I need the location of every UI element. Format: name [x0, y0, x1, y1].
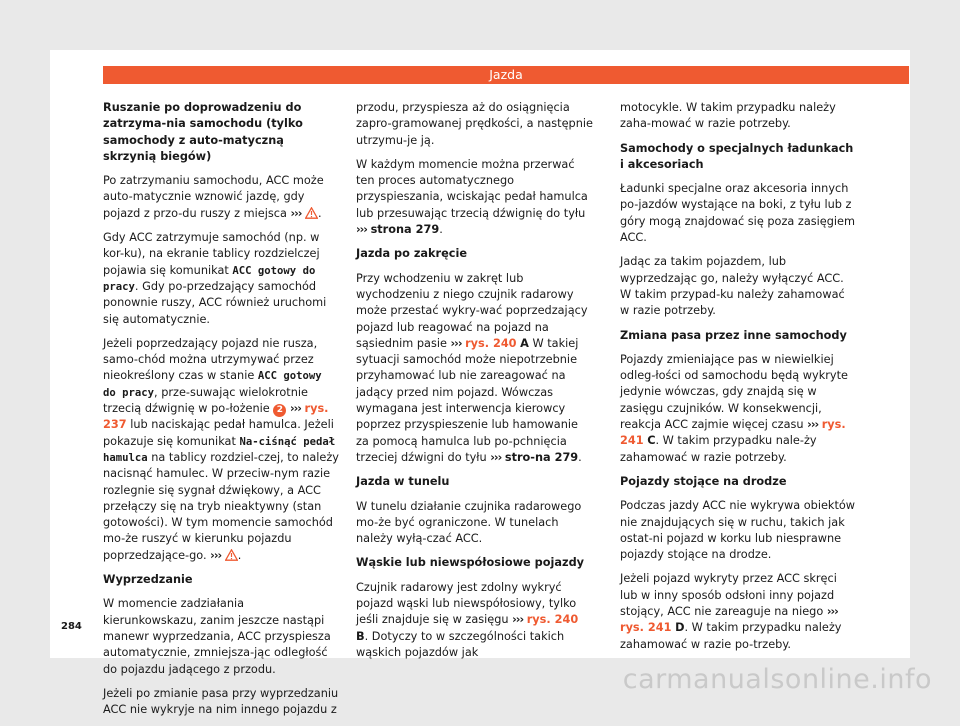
text: Jeżeli pojazd wykryty przez ACC skręci lub w inny sposób odsłoni inny pojazd stojący, ACC nie zareaguje na niego	[620, 572, 837, 619]
text: Czujnik radarowy jest zdolny wykryć pojazd wąski lub niewspółosiowy, tylko jeśli znajduje się w zasięgu	[356, 580, 577, 627]
paragraph: Jadąc za takim pojazdem, lub wyprzedzając go, należy wyłączyć ACC. W takim przypad-ku należy zahamować w razie potrzeby.	[620, 255, 845, 318]
position-number-badge: 2	[273, 404, 286, 417]
paragraph: W momencie zadziałania kierunkowskazu, zanim jeszcze nastąpi manewr wyprzedzania, ACC przyspiesza automatycznie, zmniejsza-jąc odległość do pojazdu jadącego z przodu.	[103, 597, 331, 676]
arrow-marker: ›››	[289, 402, 301, 416]
text: . W takim przypadku nale-ży zahamować w razie potrzeby.	[620, 434, 817, 464]
arrow-marker: ›››	[290, 206, 302, 220]
text: lub naciskając pedał hamulca. Jeżeli pokazuje się komunikat	[103, 418, 334, 448]
arrow-marker: ›››	[512, 613, 524, 627]
text: Po zatrzymaniu samochodu, ACC może auto-matycznie wznowić jazdę, gdy pojazd z przo-du ruszy z miejsca	[103, 174, 324, 220]
page-number: 284	[61, 621, 82, 632]
paragraph: Jeżeli po zmianie pasa przy wyprzedzaniu ACC nie wykryje na nim innego pojazdu z	[103, 686, 339, 717]
figure-part-letter: A	[520, 336, 529, 350]
text: . W takim przypadku należy zahamować w razie po-trzeby.	[620, 621, 842, 651]
heading-pojazdy-stojace: Pojazdy stojące na drodze	[620, 474, 787, 488]
heading-jazda-po-zakrecie: Jazda po zakręcie	[356, 247, 467, 261]
heading-wyprzedzanie: Wyprzedzanie	[103, 573, 193, 587]
warning-triangle-icon	[305, 207, 318, 219]
heading-ladunki-specjalne: Samochody o specjalnych ładunkach i akcesoriach	[620, 141, 854, 171]
heading-zmiana-pasa: Zmiana pasa przez inne samochody	[620, 328, 847, 342]
heading-waskie-pojazdy: Wąskie lub niewspółosiowe pojazdy	[356, 556, 585, 570]
paragraph: Przy wchodzeniu w zakręt lub wychodzeniu z niego czujnik radarowy może przestać wykry-wać poprzedzający pojazd lub reagować na pojazd na sąsiednim pasie ››› rys. 240 A W takiej sytuacji samochód może niepotrzebnie przyhamować lub nie zareagować na jadący przed nim pojazd. Wówczas wymagana jest interwencja kierowcy poprzez przyspieszenie lub hamowanie za pomocą hamulca lub po-pchnięcia trzeciej dźwigni do tyłu ››› stro-na 279.	[356, 271, 588, 464]
watermark: carmanualsonline.info	[622, 664, 932, 695]
paragraph: W każdym momencie można przerwać ten proces automatycznego przyspieszania, wciskając pedał hamulca lub przesuwając trzecią dźwignię do tyłu ››› strona 279.	[356, 157, 588, 237]
paragraph: Podczas jazdy ACC nie wykrywa obiektów nie znajdujących się w ruchu, takich jak ostat-ni pojazd w korku lub niesprawne pojazdy stojące na drodze.	[620, 499, 856, 562]
figure-reference-link[interactable]: rys. 241	[620, 418, 846, 448]
arrow-marker: ›››	[450, 336, 462, 350]
section-header: Jazda	[103, 66, 909, 84]
paragraph: Ładunki specjalne oraz akcesoria innych po-jazdów wystające na boki, z tyłu lub z góry mogą znajdować się poza zasięgiem ACC.	[620, 182, 855, 245]
paragraph	[620, 352, 857, 466]
paragraph	[620, 571, 857, 652]
text: Pojazdy zmieniające pas w niewielkiej odleg-łości od samochodu będą wykryte jedynie wówczas, gdy znajdą się w zasięgu czujników. W konsekwencji, reakcja ACC zajmie więcej czasu	[620, 352, 848, 432]
arrow-marker: ›››	[826, 605, 838, 619]
arrow-marker: ›››	[490, 450, 502, 464]
paragraph: Jeżeli poprzedzający pojazd nie rusza, samo-chód można utrzymywać przez nieokreślony czas w stanie ACC gotowy do pracy, prze-suwając wielokrotnie trzecią dźwignię w po-łożenie 2 ››› rys. 237 lub naciskając pedał hamulca. Jeżeli pokazuje się komunikat Na-ciśnąć pedał hamulca na tablicy rozdziel-czej, to należy nacisnąć hamulec. W przeciw-nym razie rozlegnie się sygnał dźwiękowy, a ACC przełączy się na tryb nieaktywny (stan gotowości). W tym momencie samochód mo-że ruszyć w kierunku pojazdu poprzedzające-go. ››› .	[103, 336, 339, 562]
warning-triangle-icon	[225, 549, 238, 561]
figure-reference-link[interactable]: rys. 240	[526, 613, 579, 627]
display-message: ACC gotowy do pracy	[103, 370, 322, 399]
column-3	[620, 100, 857, 661]
paragraph: W tunelu działanie czujnika radarowego mo-że być ograniczone. W tunelach należy wyłą-czać ACC.	[356, 499, 582, 546]
arrow-marker: ›››	[210, 548, 222, 562]
text: Przy wchodzeniu w zakręt lub wychodzeniu z niego czujnik radarowy może przestać wykry-wać poprzedzający pojazd lub reagować na pojazd na sąsiednim pasie	[356, 271, 588, 350]
display-message: Na-ciśnąć pedał hamulca	[103, 435, 336, 464]
paragraph: Po zatrzymaniu samochodu, ACC może auto-matycznie wznowić jazdę, gdy pojazd z przo-du ruszy z miejsca ››› .	[103, 174, 324, 220]
figure-reference-link[interactable]: rys. 241	[620, 621, 672, 635]
figure-reference-link[interactable]: rys. 237	[103, 402, 329, 432]
figure-reference-link[interactable]: rys. 240	[465, 336, 517, 350]
paragraph: motocykle. W takim przypadku należy zaha-mować w razie potrzeby.	[620, 101, 836, 131]
paragraph	[356, 580, 593, 661]
figure-part-letter: C	[647, 434, 656, 448]
text: W każdym momencie można przerwać ten proces automatycznego przyspieszania, wciskając pedał hamulca lub przesuwając trzecią dźwignię do tyłu	[356, 157, 588, 220]
text: . Dotyczy to w szczególności takich wąskich pojazdów jak	[356, 629, 565, 659]
text: , prze-suwając wielokrotnie trzecią dźwignię w po-łożenie	[103, 385, 308, 416]
arrow-marker: ›››	[356, 223, 367, 237]
paragraph: przodu, przyspiesza aż do osiągnięcia zapro-gramowanej prędkości, a następnie utrzymu-je ją.	[356, 101, 593, 147]
page-reference-link[interactable]: strona 279	[370, 223, 440, 237]
paragraph	[103, 230, 340, 328]
page-reference-link[interactable]: stro-na 279	[504, 450, 579, 464]
column-2	[356, 100, 593, 669]
display-message: ACC gotowy do pracy	[103, 264, 316, 293]
text: na tablicy rozdziel-czej, to należy nacisnąć hamulec. W przeciw-nym razie rozlegnie się sygnał dźwiękowy, a ACC przełączy się na tryb nieaktywny (stan gotowości). W tym momencie samochód mo-że ruszyć w kierunku pojazdu poprzedzające-go.	[103, 450, 339, 562]
heading-ruszanie: Ruszanie po doprowadzeniu do zatrzyma-nia samochodu (tylko samochody z auto-matyczną skrzynią biegów)	[103, 101, 303, 163]
heading-jazda-w-tunelu: Jazda w tunelu	[356, 475, 450, 489]
text: Jeżeli poprzedzający pojazd nie rusza, samo-chód można utrzymywać przez nieokreślony czas w stanie	[103, 336, 318, 383]
column-1	[103, 100, 340, 726]
arrow-marker: ›››	[807, 418, 819, 432]
text: Gdy ACC zatrzymuje samochód (np. w kor-ku), na ekranie tablicy rozdzielczej pojawia się komunikat	[103, 231, 320, 277]
figure-part-letter: D	[675, 621, 685, 635]
text: W takiej sytuacji samochód może niepotrzebnie przyhamować lub nie zareagować na jadący przed nim pojazd. Wówczas wymagana jest interwencja kierowcy poprzez przyspieszenie lub hamowanie za pomocą hamulca lub po-pchnięcia trzeciej dźwigni do tyłu	[356, 336, 579, 464]
text: . Gdy po-przedzający samochód ponownie ruszy, ACC również uruchomi się automatycznie.	[103, 279, 327, 326]
figure-part-letter: B	[356, 629, 365, 643]
